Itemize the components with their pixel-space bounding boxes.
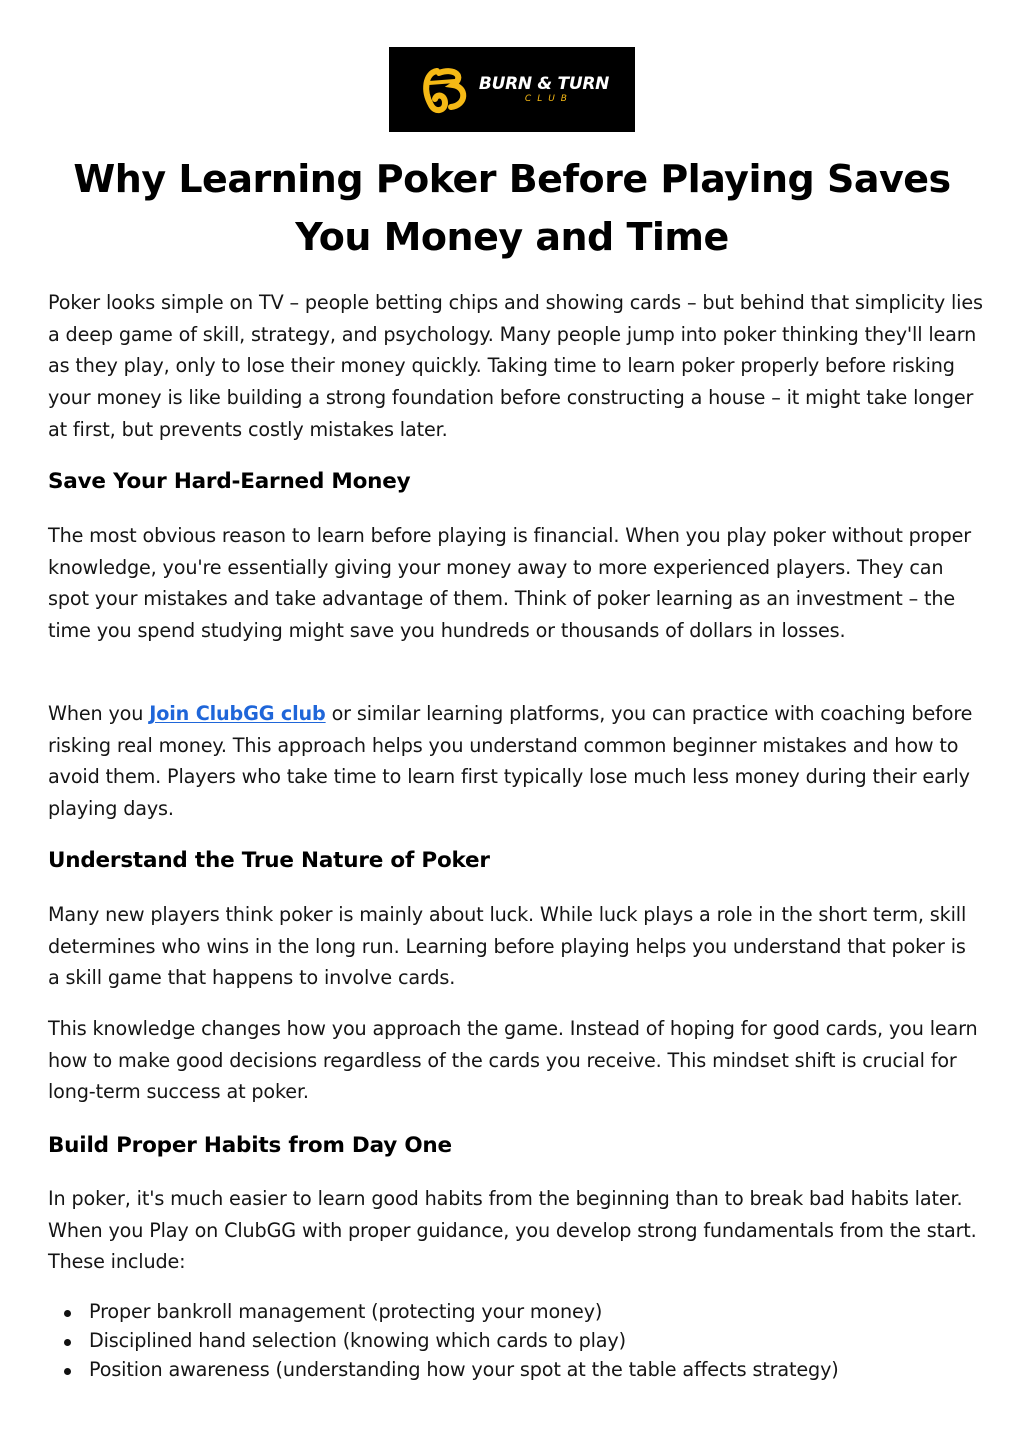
bt-monogram-icon — [415, 61, 473, 119]
paragraph-money-1: The most obvious reason to learn before playing is financial. When you play poker without proper knowledge, you're essentially giving your money away to more experienced players. They can spot your mistakes and take advantage of them. Think of poker learning as an investment – the time you spend studying might save you hundreds or thousands of dollars in losses. — [48, 524, 972, 643]
bullet-icon — [64, 1339, 71, 1346]
paragraph-text: or similar learning platforms, you can practice with coaching before risking real money. This approach helps you understand common beginner mistakes and how to avoid them. Players who take time to learn first typically lose much less money during their early playing days. — [48, 702, 973, 821]
intro-paragraph: Poker looks simple on TV – people betting chips and showing cards – but behind that simplicity lies a deep game of skill, strategy, and psychology. Many people jump into poker thinking they'll learn as they play, only to lose their money quickly. Taking time to learn poker properly before risking your money is like building a strong foundation before constructing a house – it might take longer at first, but prevents costly mistakes later. — [48, 291, 983, 441]
paragraph-nature-2: This knowledge changes how you approach the game. Instead of hoping for good cards, you learn how to make good decisions regardless of the cards you receive. This mindset shift is crucial for long-term success at poker. — [48, 1017, 978, 1104]
habits-list — [48, 1297, 983, 1384]
list-item — [48, 1297, 983, 1326]
article-title: Why Learning Poker Before Playing Saves You Money and Time — [73, 157, 951, 259]
bullet-icon — [64, 1310, 71, 1317]
list-item-text: Position awareness (understanding how your spot at the table affects strategy) — [89, 1358, 839, 1381]
section-heading-money: Save Your Hard-Earned Money — [48, 469, 411, 494]
list-item — [48, 1326, 983, 1355]
list-item — [48, 1355, 983, 1384]
list-item-text: Disciplined hand selection (knowing which cards to play) — [89, 1329, 626, 1352]
brand-logo — [389, 47, 635, 132]
logo-wordmark: BURN & TURN — [478, 74, 610, 94]
section-heading-nature: Understand the True Nature of Poker — [48, 848, 490, 873]
logo-subtext: CLUB — [524, 94, 573, 104]
join-clubgg-link[interactable]: Join ClubGG club — [149, 702, 326, 725]
paragraph-habits-1: In poker, it's much easier to learn good habits from the beginning than to break bad habits later. When you Play on ClubGG with proper guidance, you develop strong fundamentals from the start. These include: — [48, 1187, 977, 1274]
section-heading-habits: Build Proper Habits from Day One — [48, 1133, 452, 1158]
paragraph-text: When you — [48, 702, 150, 725]
list-item-text: Proper bankroll management (protecting your money) — [89, 1300, 603, 1323]
paragraph-money-2 — [48, 698, 983, 825]
bullet-icon — [64, 1368, 71, 1375]
paragraph-nature-1: Many new players think poker is mainly about luck. While luck plays a role in the short term, skill determines who wins in the long run. Learning before playing helps you understand that poker is a skill game that happens to involve cards. — [48, 903, 967, 990]
